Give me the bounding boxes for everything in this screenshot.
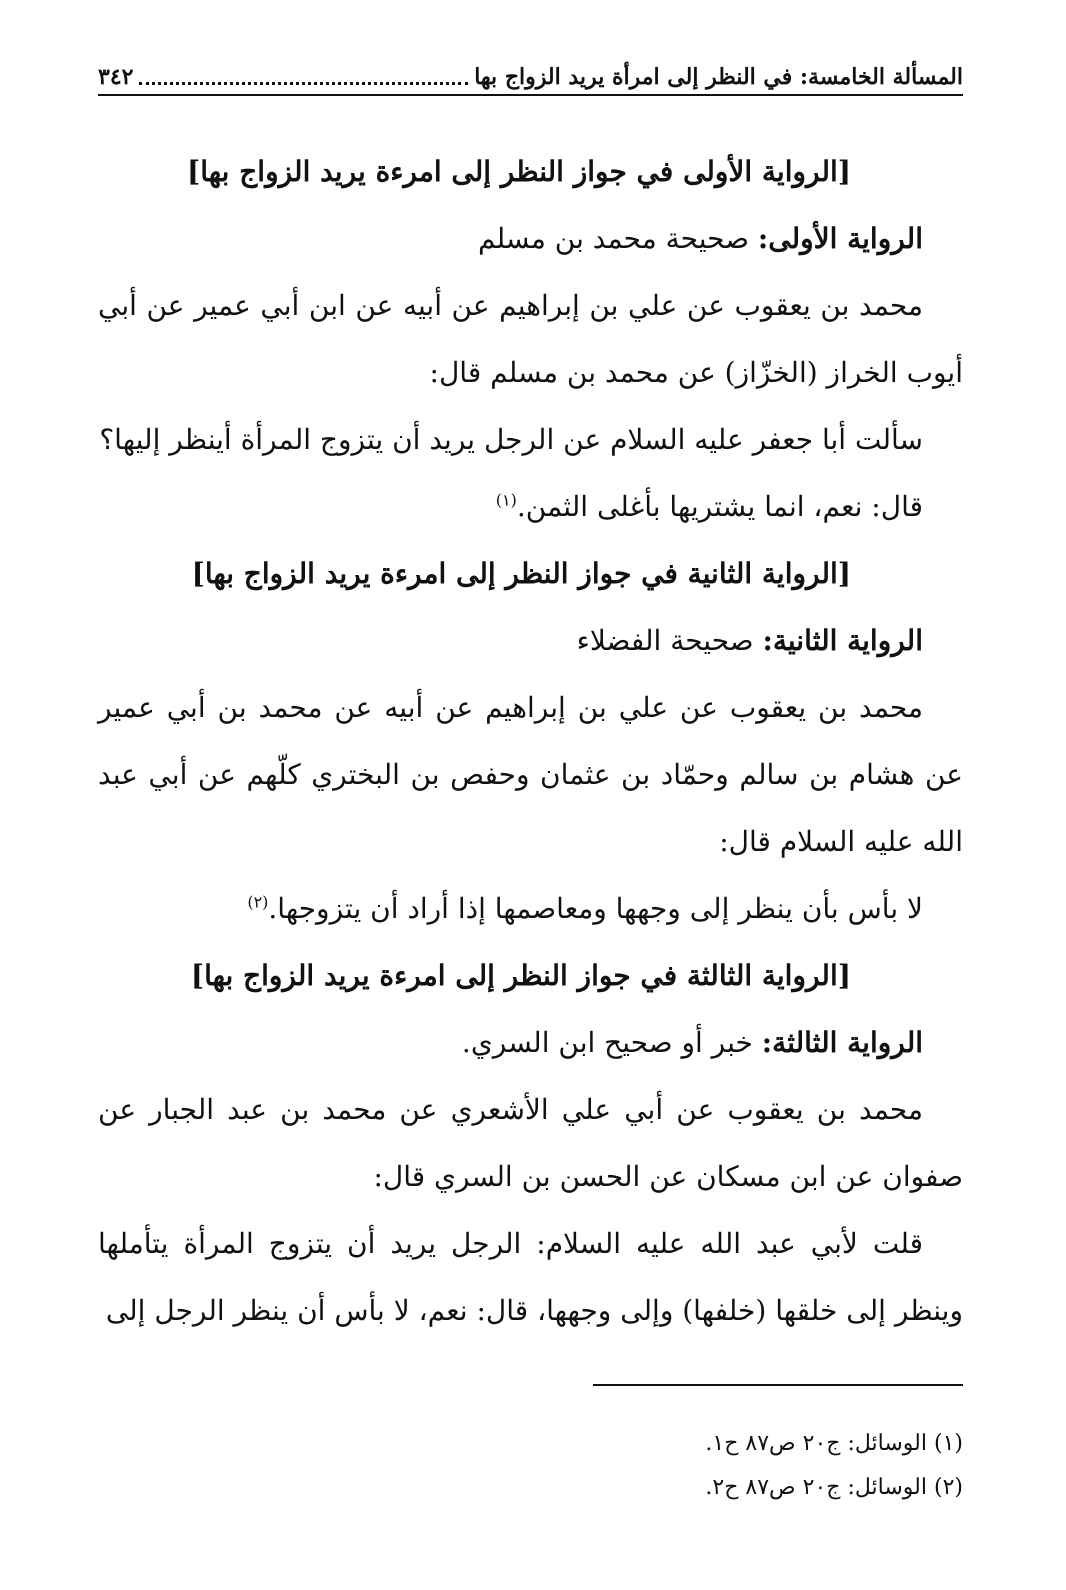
- footnote-separator: [593, 1384, 963, 1386]
- hadith-text-1b-body: قال: نعم، انما يشتريها بأغلى الثمن.: [516, 490, 923, 523]
- footnotes: [98, 1422, 963, 1510]
- footnote-ref-1: (١): [495, 490, 517, 510]
- page-number: ٣٤٢: [98, 64, 134, 90]
- section-heading-3: [الرواية الثالثة في جواز النظر إلى امرءة يريد الزواج بها]: [190, 959, 851, 992]
- footnote-1: (١) الوسائل: ج٢٠ ص٨٧ ح١.: [705, 1431, 963, 1456]
- hadith-text-3: قلت لأبي عبد الله عليه السلام: الرجل يريد أن يتزوج المرأة يتأملها وينظر إلى خلقها (خلفها) وإلى وجهها، قال: نعم، لا بأس أن ينظر الرجل إلى: [98, 1227, 963, 1327]
- narration-label-2: [98, 607, 963, 674]
- main-text: [98, 138, 963, 1344]
- hadith-text-2-body: لا بأس بأن ينظر إلى وجهها ومعاصمها إذا أراد أن يتزوجها.: [268, 892, 923, 925]
- narration-label-1: [98, 205, 963, 272]
- running-head: [98, 54, 963, 96]
- narration-grade-3: خبر أو صحيح ابن السري.: [461, 1026, 753, 1059]
- hadith-text-1a: سألت أبا جعفر عليه السلام عن الرجل يريد أن يتزوج المرأة أينظر إليها؟: [99, 423, 923, 456]
- narration-title-2: الرواية الثانية:: [762, 624, 923, 657]
- isnad-chain-2: محمد بن يعقوب عن علي بن إبراهيم عن أبيه عن محمد بن أبي عمير عن هشام بن سالم وحمّاد بن عثمان وحفص بن البختري كلّهم عن أبي عبد الله عليه السلام قال:: [98, 691, 963, 858]
- footnote-2: (٢) الوسائل: ج٢٠ ص٨٧ ح٢.: [705, 1475, 963, 1500]
- isnad-chain-1: محمد بن يعقوب عن علي بن إبراهيم عن أبيه عن ابن أبي عمير عن أبي أيوب الخراز (الخزّاز) عن محمد بن مسلم قال:: [98, 289, 963, 389]
- running-head-title: المسألة الخامسة: في النظر إلى امرأة يريد الزواج بها: [474, 64, 963, 90]
- hadith-text-1b: [98, 473, 963, 540]
- hadith-text-2: [98, 875, 963, 942]
- section-heading-1: [الرواية الأولى في جواز النظر إلى امرءة يريد الزواج بها]: [186, 155, 851, 188]
- running-head-leader-dots: [139, 82, 468, 85]
- narration-title-1: الرواية الأولى:: [757, 222, 923, 255]
- narration-title-3: الرواية الثالثة:: [761, 1026, 923, 1059]
- narration-grade-1: صحيحة محمد بن مسلم: [477, 222, 749, 255]
- section-heading-2: [الرواية الثانية في جواز النظر إلى امرءة يريد الزواج بها]: [191, 557, 851, 590]
- narration-label-3: [98, 1009, 963, 1076]
- footnote-ref-2: (٢): [247, 892, 269, 912]
- isnad-chain-3: محمد بن يعقوب عن أبي علي الأشعري عن محمد بن عبد الجبار عن صفوان عن ابن مسكان عن الحسن بن السري قال:: [98, 1093, 963, 1193]
- narration-grade-2: صحيحة الفضلاء: [576, 624, 754, 657]
